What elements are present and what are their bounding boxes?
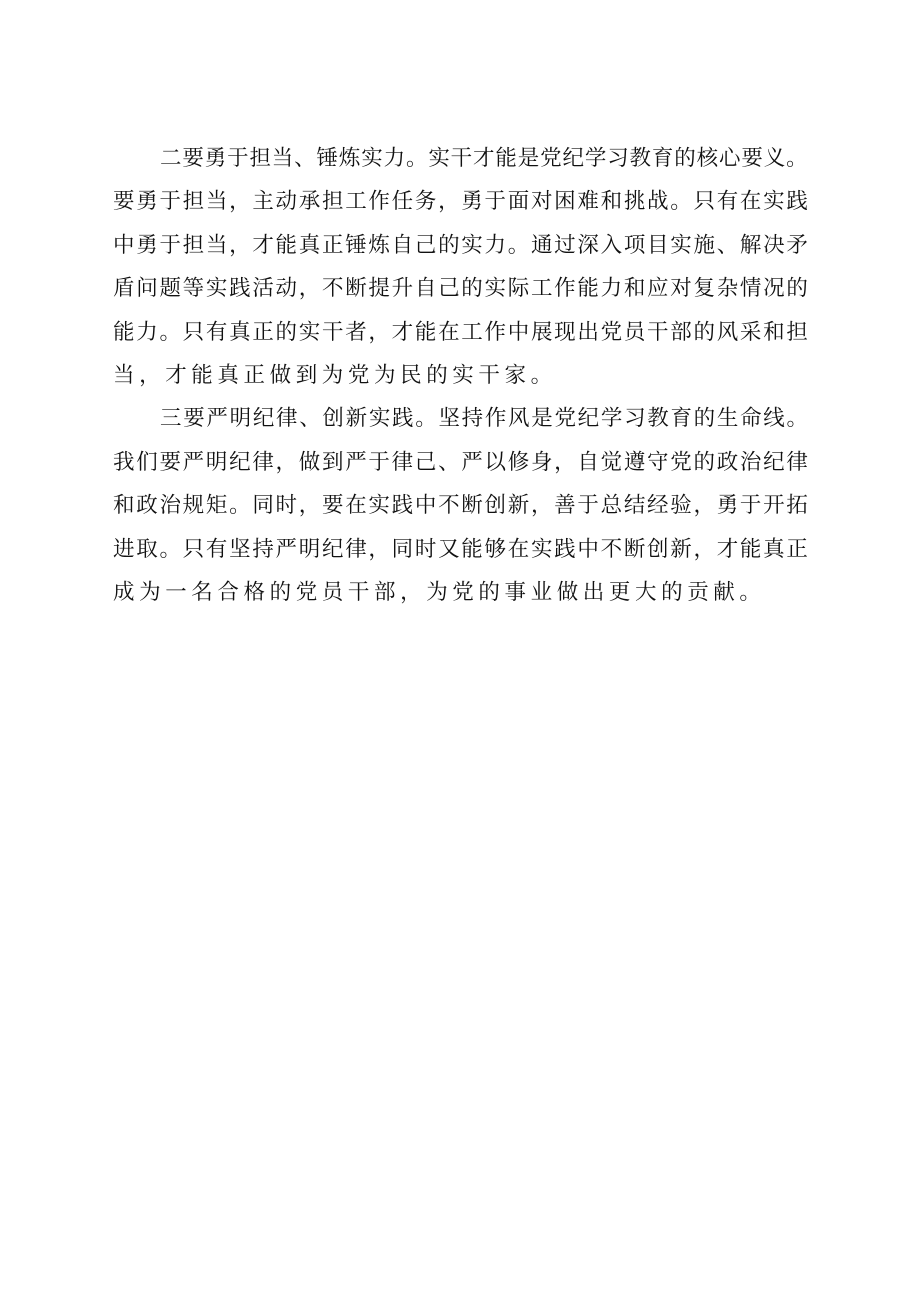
paragraph-1: [113, 137, 808, 397]
text-line: 当，才能真正做到为党为民的实干家。: [113, 362, 557, 388]
text-line: 盾 问 题 等 实 践 活 动 ， 不 断 提 升 自 己 的 实 际 工 作 能 力 和 应 对 复 杂 情 况 的: [113, 276, 808, 302]
text-line: 要 勇 于 担 当 ， 主 动 承 担 工 作 任 务 ， 勇 于 面 对 困 难 和 挑 战 。 只 有 在 实 践: [113, 189, 808, 215]
text-line: 我 们 要 严 明 纪 律 ， 做 到 严 于 律 己 、 严 以 修 身 ， 自 觉 遵 守 党 的 政 治 纪 律: [113, 449, 808, 475]
text-line: 进 取 。 只 有 坚 持 严 明 纪 律 ， 同 时 又 能 够 在 实 践 中 不 断 创 新 ， 才 能 真 正: [113, 536, 808, 562]
text-line: 成为一名合格的党员干部，为党的事业做出更大的贡献。: [113, 579, 766, 605]
document-body: [113, 137, 808, 614]
paragraph-2: [113, 397, 808, 614]
text-line: 二 要 勇 于 担 当 、 锤 炼 实 力 。 实 干 才 能 是 党 纪 学 习 教 育 的 核 心 要 义 。: [160, 146, 808, 171]
text-line: 能 力 。 只 有 真 正 的 实 干 者 ， 才 能 在 工 作 中 展 现 出 党 员 干 部 的 风 采 和 担: [113, 319, 808, 345]
text-line: 和 政 治 规 矩 。 同 时 ， 要 在 实 践 中 不 断 创 新 ， 善 于 总 结 经 验 ， 勇 于 开 拓: [113, 493, 808, 519]
text-line: 中 勇 于 担 当 ， 才 能 真 正 锤 炼 自 己 的 实 力 。 通 过 深 入 项 目 实 施 、 解 决 矛: [113, 232, 808, 258]
text-line: 三 要 严 明 纪 律 、 创 新 实 践 。 坚 持 作 风 是 党 纪 学 习 教 育 的 生 命 线 。: [160, 406, 808, 432]
